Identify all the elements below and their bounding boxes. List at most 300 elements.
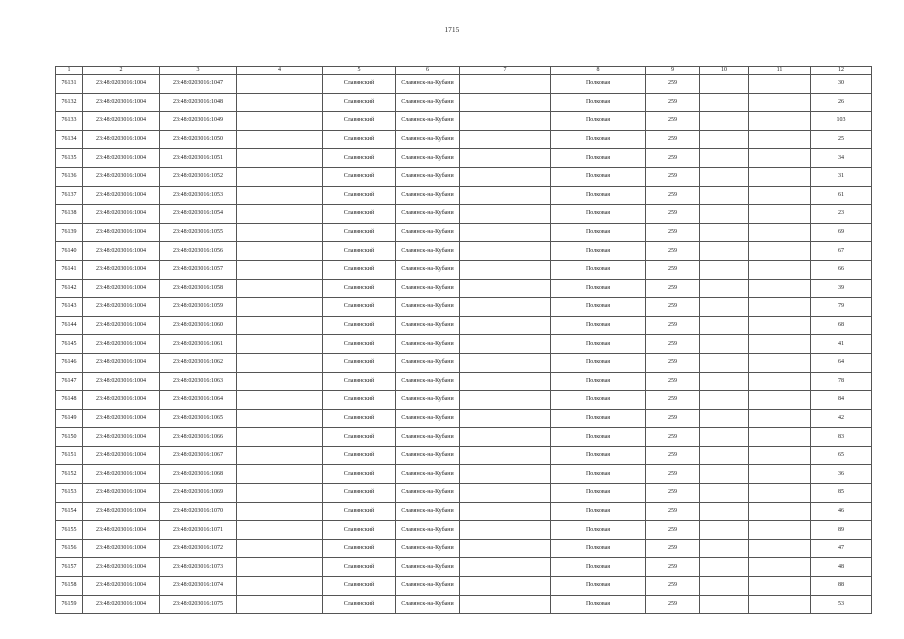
col11-cell <box>749 130 811 149</box>
street: Полковая <box>551 484 646 503</box>
col11-cell <box>749 316 811 335</box>
col10-cell <box>700 260 749 279</box>
col4-cell <box>237 223 323 242</box>
col7-cell <box>460 595 551 614</box>
table-row <box>56 242 872 261</box>
column-header-12: 12 <box>811 67 872 75</box>
table-row <box>56 223 872 242</box>
col11-cell <box>749 112 811 131</box>
cadastral-number: 23:48:0203016:1059 <box>160 298 237 317</box>
col11-cell <box>749 539 811 558</box>
district: Славянский <box>323 577 396 596</box>
page-number: 1715 <box>444 26 460 34</box>
settlement: Славянск-на-Кубани <box>396 242 460 261</box>
col4-cell <box>237 205 323 224</box>
house-number: 259 <box>646 409 700 428</box>
col10-cell <box>700 335 749 354</box>
parent-cadastral-number: 23:48:0203016:1004 <box>83 223 160 242</box>
district: Славянский <box>323 391 396 410</box>
table-row <box>56 279 872 298</box>
settlement: Славянск-на-Кубани <box>396 521 460 540</box>
settlement: Славянск-на-Кубани <box>396 130 460 149</box>
parent-cadastral-number: 23:48:0203016:1004 <box>83 372 160 391</box>
col4-cell <box>237 391 323 410</box>
cadastral-number: 23:48:0203016:1075 <box>160 595 237 614</box>
col11-cell <box>749 558 811 577</box>
column-header-9: 9 <box>646 67 700 75</box>
col11-cell <box>749 186 811 205</box>
col11-cell <box>749 223 811 242</box>
house-number: 259 <box>646 484 700 503</box>
parent-cadastral-number: 23:48:0203016:1004 <box>83 186 160 205</box>
street: Полковая <box>551 167 646 186</box>
cadastral-number: 23:48:0203016:1072 <box>160 539 237 558</box>
table-row <box>56 521 872 540</box>
table-row <box>56 391 872 410</box>
record-number: 76156 <box>56 539 83 558</box>
col7-cell <box>460 409 551 428</box>
parent-cadastral-number: 23:48:0203016:1004 <box>83 279 160 298</box>
house-number: 259 <box>646 149 700 168</box>
col7-cell <box>460 279 551 298</box>
area-value: 34 <box>811 149 872 168</box>
col7-cell <box>460 167 551 186</box>
col10-cell <box>700 539 749 558</box>
cadastral-number: 23:48:0203016:1047 <box>160 75 237 94</box>
col4-cell <box>237 335 323 354</box>
col10-cell <box>700 167 749 186</box>
house-number: 259 <box>646 93 700 112</box>
district: Славянский <box>323 446 396 465</box>
settlement: Славянск-на-Кубани <box>396 446 460 465</box>
house-number: 259 <box>646 558 700 577</box>
house-number: 259 <box>646 391 700 410</box>
col4-cell <box>237 558 323 577</box>
settlement: Славянск-на-Кубани <box>396 205 460 224</box>
district: Славянский <box>323 372 396 391</box>
cadastral-number: 23:48:0203016:1056 <box>160 242 237 261</box>
col7-cell <box>460 539 551 558</box>
area-value: 65 <box>811 446 872 465</box>
col7-cell <box>460 205 551 224</box>
area-value: 103 <box>811 112 872 131</box>
district: Славянский <box>323 260 396 279</box>
col7-cell <box>460 112 551 131</box>
street: Полковая <box>551 558 646 577</box>
district: Славянский <box>323 316 396 335</box>
parent-cadastral-number: 23:48:0203016:1004 <box>83 484 160 503</box>
col10-cell <box>700 75 749 94</box>
cadastral-number: 23:48:0203016:1049 <box>160 112 237 131</box>
record-number: 76145 <box>56 335 83 354</box>
area-value: 23 <box>811 205 872 224</box>
column-header-1: 1 <box>56 67 83 75</box>
district: Славянский <box>323 149 396 168</box>
col11-cell <box>749 260 811 279</box>
district: Славянский <box>323 167 396 186</box>
settlement: Славянск-на-Кубани <box>396 112 460 131</box>
street: Полковая <box>551 242 646 261</box>
cadastral-number: 23:48:0203016:1073 <box>160 558 237 577</box>
area-value: 79 <box>811 298 872 317</box>
settlement: Славянск-на-Кубани <box>396 409 460 428</box>
col11-cell <box>749 279 811 298</box>
col4-cell <box>237 242 323 261</box>
house-number: 259 <box>646 167 700 186</box>
col7-cell <box>460 316 551 335</box>
col11-cell <box>749 391 811 410</box>
table-row <box>56 205 872 224</box>
area-value: 68 <box>811 316 872 335</box>
house-number: 259 <box>646 205 700 224</box>
record-number: 76131 <box>56 75 83 94</box>
record-number: 76154 <box>56 502 83 521</box>
record-number: 76152 <box>56 465 83 484</box>
cadastral-number: 23:48:0203016:1050 <box>160 130 237 149</box>
district: Славянский <box>323 558 396 577</box>
col11-cell <box>749 428 811 447</box>
parent-cadastral-number: 23:48:0203016:1004 <box>83 298 160 317</box>
table-row <box>56 558 872 577</box>
parent-cadastral-number: 23:48:0203016:1004 <box>83 93 160 112</box>
street: Полковая <box>551 93 646 112</box>
settlement: Славянск-на-Кубани <box>396 279 460 298</box>
area-value: 85 <box>811 484 872 503</box>
table-row <box>56 130 872 149</box>
col7-cell <box>460 484 551 503</box>
col11-cell <box>749 484 811 503</box>
col7-cell <box>460 502 551 521</box>
house-number: 259 <box>646 353 700 372</box>
col7-cell <box>460 223 551 242</box>
col10-cell <box>700 353 749 372</box>
street: Полковая <box>551 112 646 131</box>
settlement: Славянск-на-Кубани <box>396 353 460 372</box>
settlement: Славянск-на-Кубани <box>396 502 460 521</box>
settlement: Славянск-на-Кубани <box>396 335 460 354</box>
col11-cell <box>749 595 811 614</box>
col7-cell <box>460 353 551 372</box>
settlement: Славянск-на-Кубани <box>396 372 460 391</box>
registry-table <box>55 66 872 614</box>
area-value: 67 <box>811 242 872 261</box>
record-number: 76136 <box>56 167 83 186</box>
table-row <box>56 112 872 131</box>
district: Славянский <box>323 335 396 354</box>
record-number: 76143 <box>56 298 83 317</box>
parent-cadastral-number: 23:48:0203016:1004 <box>83 353 160 372</box>
house-number: 259 <box>646 577 700 596</box>
col4-cell <box>237 353 323 372</box>
house-number: 259 <box>646 502 700 521</box>
col4-cell <box>237 93 323 112</box>
col4-cell <box>237 428 323 447</box>
house-number: 259 <box>646 595 700 614</box>
cadastral-number: 23:48:0203016:1057 <box>160 260 237 279</box>
col11-cell <box>749 167 811 186</box>
col11-cell <box>749 75 811 94</box>
col11-cell <box>749 577 811 596</box>
column-header-6: 6 <box>396 67 460 75</box>
settlement: Славянск-на-Кубани <box>396 428 460 447</box>
street: Полковая <box>551 502 646 521</box>
col10-cell <box>700 186 749 205</box>
parent-cadastral-number: 23:48:0203016:1004 <box>83 409 160 428</box>
street: Полковая <box>551 279 646 298</box>
col10-cell <box>700 558 749 577</box>
col4-cell <box>237 167 323 186</box>
col7-cell <box>460 521 551 540</box>
parent-cadastral-number: 23:48:0203016:1004 <box>83 521 160 540</box>
district: Славянский <box>323 112 396 131</box>
col7-cell <box>460 558 551 577</box>
district: Славянский <box>323 595 396 614</box>
col4-cell <box>237 446 323 465</box>
col10-cell <box>700 279 749 298</box>
house-number: 259 <box>646 446 700 465</box>
street: Полковая <box>551 205 646 224</box>
col7-cell <box>460 260 551 279</box>
street: Полковая <box>551 260 646 279</box>
house-number: 259 <box>646 223 700 242</box>
street: Полковая <box>551 391 646 410</box>
table-body <box>56 75 872 614</box>
table-row <box>56 298 872 317</box>
column-header-2: 2 <box>83 67 160 75</box>
col11-cell <box>749 149 811 168</box>
col7-cell <box>460 186 551 205</box>
settlement: Славянск-на-Кубани <box>396 595 460 614</box>
table-row <box>56 372 872 391</box>
col7-cell <box>460 335 551 354</box>
house-number: 259 <box>646 298 700 317</box>
col4-cell <box>237 260 323 279</box>
house-number: 259 <box>646 521 700 540</box>
table-row <box>56 539 872 558</box>
record-number: 76140 <box>56 242 83 261</box>
col10-cell <box>700 223 749 242</box>
col7-cell <box>460 465 551 484</box>
area-value: 66 <box>811 260 872 279</box>
record-number: 76149 <box>56 409 83 428</box>
district: Славянский <box>323 75 396 94</box>
cadastral-number: 23:48:0203016:1070 <box>160 502 237 521</box>
parent-cadastral-number: 23:48:0203016:1004 <box>83 502 160 521</box>
parent-cadastral-number: 23:48:0203016:1004 <box>83 242 160 261</box>
record-number: 76135 <box>56 149 83 168</box>
district: Славянский <box>323 428 396 447</box>
settlement: Славянск-на-Кубани <box>396 75 460 94</box>
record-number: 76144 <box>56 316 83 335</box>
col10-cell <box>700 521 749 540</box>
col10-cell <box>700 93 749 112</box>
table-row <box>56 502 872 521</box>
house-number: 259 <box>646 335 700 354</box>
parent-cadastral-number: 23:48:0203016:1004 <box>83 112 160 131</box>
cadastral-number: 23:48:0203016:1068 <box>160 465 237 484</box>
col11-cell <box>749 465 811 484</box>
cadastral-number: 23:48:0203016:1065 <box>160 409 237 428</box>
district: Славянский <box>323 298 396 317</box>
col11-cell <box>749 521 811 540</box>
house-number: 259 <box>646 372 700 391</box>
col10-cell <box>700 316 749 335</box>
area-value: 36 <box>811 465 872 484</box>
col4-cell <box>237 502 323 521</box>
col10-cell <box>700 446 749 465</box>
house-number: 259 <box>646 465 700 484</box>
column-header-3: 3 <box>160 67 237 75</box>
column-header-11: 11 <box>749 67 811 75</box>
table-row <box>56 428 872 447</box>
street: Полковая <box>551 595 646 614</box>
record-number: 76139 <box>56 223 83 242</box>
district: Славянский <box>323 205 396 224</box>
district: Славянский <box>323 242 396 261</box>
table-row <box>56 75 872 94</box>
parent-cadastral-number: 23:48:0203016:1004 <box>83 428 160 447</box>
col11-cell <box>749 205 811 224</box>
record-number: 76151 <box>56 446 83 465</box>
settlement: Славянск-на-Кубани <box>396 149 460 168</box>
table-row <box>56 577 872 596</box>
house-number: 259 <box>646 186 700 205</box>
col10-cell <box>700 298 749 317</box>
col10-cell <box>700 242 749 261</box>
house-number: 259 <box>646 316 700 335</box>
area-value: 69 <box>811 223 872 242</box>
col7-cell <box>460 446 551 465</box>
cadastral-number: 23:48:0203016:1064 <box>160 391 237 410</box>
settlement: Славянск-на-Кубани <box>396 465 460 484</box>
col7-cell <box>460 391 551 410</box>
table-row <box>56 167 872 186</box>
table-row <box>56 465 872 484</box>
record-number: 76158 <box>56 577 83 596</box>
parent-cadastral-number: 23:48:0203016:1004 <box>83 577 160 596</box>
area-value: 53 <box>811 595 872 614</box>
header-row <box>56 67 872 75</box>
table-row <box>56 335 872 354</box>
record-number: 76132 <box>56 93 83 112</box>
house-number: 259 <box>646 75 700 94</box>
district: Славянский <box>323 539 396 558</box>
col10-cell <box>700 205 749 224</box>
cadastral-number: 23:48:0203016:1062 <box>160 353 237 372</box>
col4-cell <box>237 484 323 503</box>
district: Славянский <box>323 484 396 503</box>
area-value: 83 <box>811 428 872 447</box>
settlement: Славянск-на-Кубани <box>396 186 460 205</box>
column-header-10: 10 <box>700 67 749 75</box>
col10-cell <box>700 465 749 484</box>
parent-cadastral-number: 23:48:0203016:1004 <box>83 130 160 149</box>
column-header-8: 8 <box>551 67 646 75</box>
col11-cell <box>749 446 811 465</box>
col4-cell <box>237 316 323 335</box>
col10-cell <box>700 130 749 149</box>
col7-cell <box>460 428 551 447</box>
district: Славянский <box>323 353 396 372</box>
house-number: 259 <box>646 539 700 558</box>
cadastral-number: 23:48:0203016:1066 <box>160 428 237 447</box>
col4-cell <box>237 149 323 168</box>
area-value: 47 <box>811 539 872 558</box>
settlement: Славянск-на-Кубани <box>396 316 460 335</box>
parent-cadastral-number: 23:48:0203016:1004 <box>83 260 160 279</box>
settlement: Славянск-на-Кубани <box>396 298 460 317</box>
cadastral-number: 23:48:0203016:1067 <box>160 446 237 465</box>
col10-cell <box>700 112 749 131</box>
area-value: 31 <box>811 167 872 186</box>
table-row <box>56 186 872 205</box>
district: Славянский <box>323 521 396 540</box>
col4-cell <box>237 298 323 317</box>
cadastral-number: 23:48:0203016:1063 <box>160 372 237 391</box>
col10-cell <box>700 428 749 447</box>
table-row <box>56 484 872 503</box>
area-value: 78 <box>811 372 872 391</box>
parent-cadastral-number: 23:48:0203016:1004 <box>83 167 160 186</box>
record-number: 76148 <box>56 391 83 410</box>
col7-cell <box>460 75 551 94</box>
col7-cell <box>460 130 551 149</box>
col4-cell <box>237 75 323 94</box>
district: Славянский <box>323 279 396 298</box>
cadastral-number: 23:48:0203016:1048 <box>160 93 237 112</box>
col10-cell <box>700 502 749 521</box>
cadastral-number: 23:48:0203016:1069 <box>160 484 237 503</box>
table-row <box>56 409 872 428</box>
settlement: Славянск-на-Кубани <box>396 391 460 410</box>
parent-cadastral-number: 23:48:0203016:1004 <box>83 391 160 410</box>
table-header <box>56 67 872 75</box>
cadastral-number: 23:48:0203016:1058 <box>160 279 237 298</box>
col11-cell <box>749 335 811 354</box>
parent-cadastral-number: 23:48:0203016:1004 <box>83 539 160 558</box>
record-number: 76146 <box>56 353 83 372</box>
settlement: Славянск-на-Кубани <box>396 577 460 596</box>
col11-cell <box>749 242 811 261</box>
record-number: 76134 <box>56 130 83 149</box>
street: Полковая <box>551 353 646 372</box>
parent-cadastral-number: 23:48:0203016:1004 <box>83 465 160 484</box>
col10-cell <box>700 149 749 168</box>
street: Полковая <box>551 372 646 391</box>
street: Полковая <box>551 75 646 94</box>
area-value: 46 <box>811 502 872 521</box>
record-number: 76138 <box>56 205 83 224</box>
cadastral-number: 23:48:0203016:1061 <box>160 335 237 354</box>
col10-cell <box>700 409 749 428</box>
cadastral-number: 23:48:0203016:1051 <box>160 149 237 168</box>
cadastral-number: 23:48:0203016:1053 <box>160 186 237 205</box>
cadastral-number: 23:48:0203016:1071 <box>160 521 237 540</box>
col4-cell <box>237 372 323 391</box>
area-value: 39 <box>811 279 872 298</box>
record-number: 76142 <box>56 279 83 298</box>
column-header-7: 7 <box>460 67 551 75</box>
col7-cell <box>460 577 551 596</box>
col4-cell <box>237 409 323 428</box>
district: Славянский <box>323 465 396 484</box>
column-header-5: 5 <box>323 67 396 75</box>
street: Полковая <box>551 223 646 242</box>
record-number: 76153 <box>56 484 83 503</box>
col11-cell <box>749 409 811 428</box>
col7-cell <box>460 298 551 317</box>
table-row <box>56 260 872 279</box>
